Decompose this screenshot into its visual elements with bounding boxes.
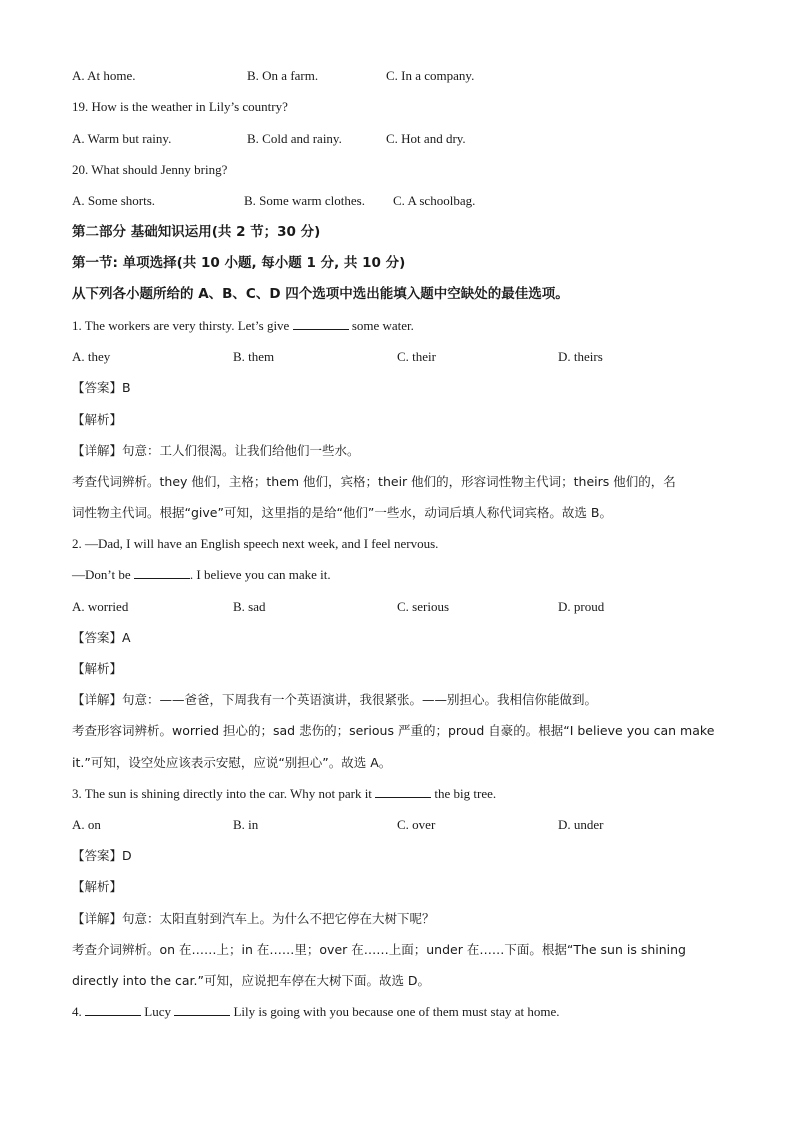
q18-option-a: A. At home. (72, 68, 136, 83)
section1-heading: 第一节: 单项选择(共 10 小题, 每小题 1 分, 共 10 分) (72, 255, 406, 271)
q1-analysis-label: 【解析】 (72, 412, 123, 427)
q2-explanation-line2: it.”可知，设空处应该表示安慰，应说“别担心”。故选 A。 (72, 755, 392, 770)
q2-option-c: C. serious (397, 599, 449, 614)
q19-option-c: C. Hot and dry. (386, 131, 466, 146)
q3-option-c: C. over (397, 817, 436, 832)
q3-text-before: 3. The sun is shining directly into the car. Why not park it (72, 786, 372, 801)
q2-option-b: B. sad (233, 599, 266, 614)
q3-question (72, 785, 496, 803)
q3-answer: 【答案】D (72, 848, 132, 863)
q3-detail: 【详解】句意：太阳直射到汽车上。为什么不把它停在大树下呢？ (72, 911, 435, 926)
q1-explanation-line1: 考查代词辨析。they 他们，主格；them 他们，宾格；their 他们的，形容词性物主代词；theirs 他们的，名 (72, 474, 676, 489)
q1-option-d: D. theirs (558, 349, 603, 364)
q4-text-middle: Lucy (141, 1004, 175, 1019)
q3-analysis-label: 【解析】 (72, 879, 123, 894)
q3-blank (375, 785, 431, 798)
q19-option-b: B. Cold and rainy. (247, 131, 342, 146)
q3-explanation-line2: directly into the car.”可知，应说把车停在大树下面。故选 D。 (72, 973, 431, 988)
q20-option-c: C. A schoolbag. (393, 193, 476, 208)
q20-option-a: A. Some shorts. (72, 193, 156, 208)
q2-question-line1: 2. —Dad, I will have an English speech next week, and I feel nervous. (72, 536, 439, 551)
q3-option-a: A. on (72, 817, 101, 832)
q20-question: 20. What should Jenny bring? (72, 162, 228, 177)
q3-text-after: the big tree. (431, 786, 497, 801)
q1-detail: 【详解】句意：工人们很渴。让我们给他们一些水。 (72, 443, 360, 458)
q18-option-c: C. In a company. (386, 68, 475, 83)
q2-answer: 【答案】A (72, 630, 131, 645)
q1-option-b: B. them (233, 349, 275, 364)
q18-option-b: B. On a farm. (247, 68, 319, 83)
q1-blank (293, 317, 349, 330)
q3-option-b: B. in (233, 817, 259, 832)
q2-option-d: D. proud (558, 599, 605, 614)
q1-option-a: A. they (72, 349, 111, 364)
q4-blank-2 (174, 1003, 230, 1016)
q2-text-after: . I believe you can make it. (189, 567, 331, 582)
q1-text-before: 1. The workers are very thirsty. Let’s give (72, 318, 290, 333)
q4-number: 4. (72, 1004, 82, 1019)
q2-detail: 【详解】句意：——爸爸，下周我有一个英语演讲，我很紧张。——别担心。我相信你能做到。 (72, 692, 598, 707)
q2-analysis-label: 【解析】 (72, 661, 123, 676)
q19-question: 19. How is the weather in Lily’s country? (72, 99, 288, 114)
q19-option-a: A. Warm but rainy. (72, 131, 172, 146)
q1-answer: 【答案】B (72, 380, 131, 395)
q1-question (72, 317, 414, 335)
q2-blank (134, 566, 190, 579)
q3-explanation-line1: 考查介词辨析。on 在……上；in 在……里；over 在……上面；under 在……下面。根据“The sun is shining (72, 942, 686, 957)
q3-option-d: D. under (558, 817, 604, 832)
q20-option-b: B. Some warm clothes. (244, 193, 365, 208)
q1-explanation-line2: 词性物主代词。根据“give”可知，这里指的是给“他们”一些水，动词后填人称代词宾格。故选 B。 (72, 505, 612, 520)
part2-heading: 第二部分 基础知识运用(共 2 节；30 分) (72, 224, 321, 240)
q1-option-c: C. their (397, 349, 436, 364)
q2-option-a: A. worried (72, 599, 129, 614)
q4-question (72, 1003, 560, 1021)
q4-text-after: Lily is going with you because one of them must stay at home. (230, 1004, 560, 1019)
q2-explanation-line1: 考查形容词辨析。worried 担心的；sad 悲伤的；serious 严重的；proud 自豪的。根据“I believe you can make (72, 723, 715, 738)
q2-question-line2 (72, 566, 331, 584)
q2-text-before: —Don’t be (72, 567, 131, 582)
instruction-text: 从下列各小题所给的 A、B、C、D 四个选项中选出能填入题中空缺处的最佳选项。 (72, 286, 569, 302)
q1-text-after: some water. (348, 318, 414, 333)
q4-blank-1 (85, 1003, 141, 1016)
